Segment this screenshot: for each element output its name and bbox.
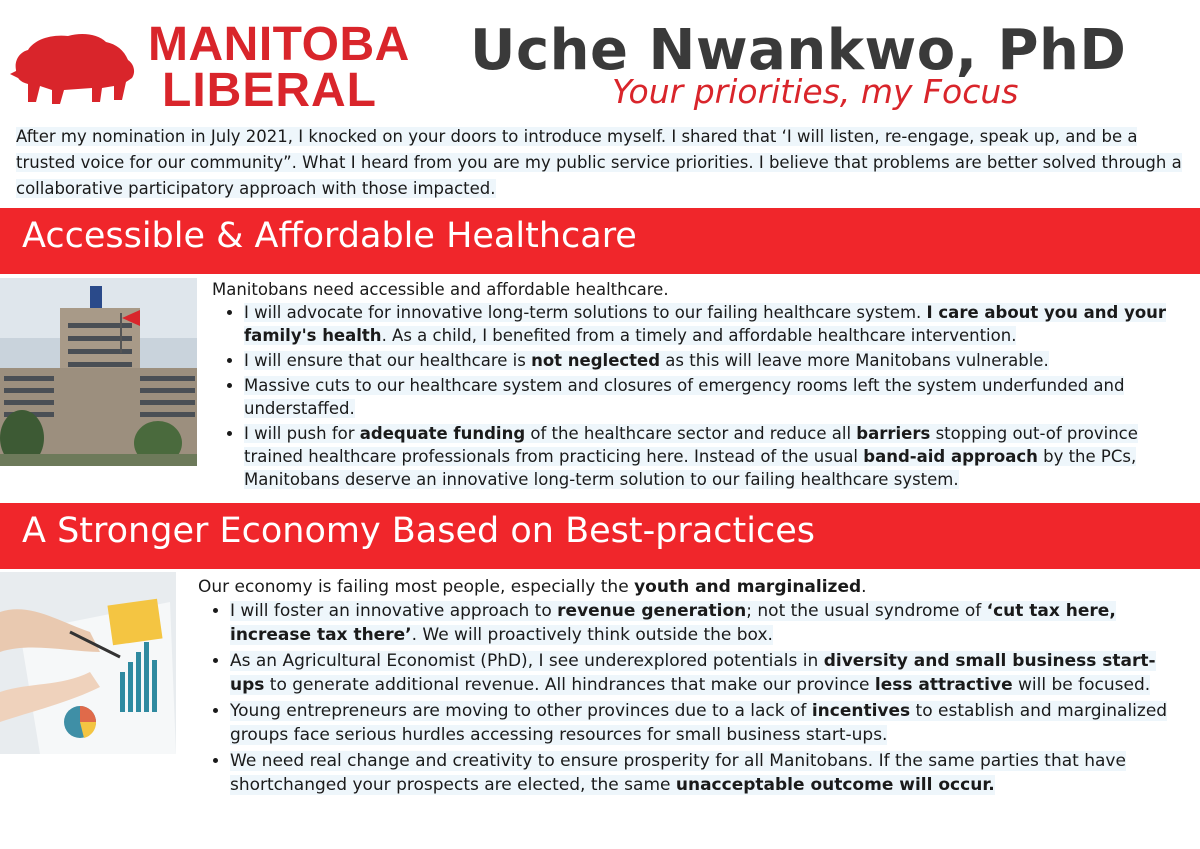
list-item (230, 699, 1188, 747)
list-item (230, 749, 1188, 797)
bullet-text: of the healthcare sector and reduce all (525, 424, 857, 443)
list-item (244, 301, 1182, 347)
bullet-text: Young entrepreneurs are moving to other provinces due to a lack of (230, 701, 812, 721)
section-title-healthcare: Accessible & Affordable Healthcare (22, 216, 637, 256)
bullet-text: as this will leave more Manitobans vulnerable. (660, 351, 1049, 370)
bullet-bold: revenue generation (557, 601, 747, 621)
bullet-text: I will foster an innovative approach to (230, 601, 558, 621)
lead-bold: youth and marginalized (634, 577, 862, 597)
economy-lead (198, 576, 1188, 599)
economy-content (198, 576, 1188, 799)
bullet-text: I will advocate for innovative long-term solutions to our failing healthcare system. (244, 303, 927, 322)
bullet-text: We need real change and creativity to ensure prosperity for all Manitobans. If the same parties that have shortchanged your prospects are elected, the same (230, 751, 1126, 795)
bullet-text: . We will proactively think outside the box. (411, 625, 773, 645)
logo-line-2: LIBERAL (162, 64, 377, 117)
bullet-text: I will push for (244, 424, 360, 443)
candidate-name: Uche Nwankwo, PhD (470, 18, 1127, 83)
bullet-text: . As a child, I benefited from a timely and affordable healthcare intervention. (381, 326, 1017, 345)
bullet-bold: not neglected (531, 351, 661, 370)
bullet-text: As an Agricultural Economist (PhD), I see underexplored potentials in (230, 651, 824, 671)
logo-line-1: MANITOBA (148, 18, 410, 71)
bullet-bold: unacceptable outcome will occur. (675, 775, 995, 795)
bullet-bold: barriers (856, 424, 931, 443)
lead-text: Our economy is failing most people, especially the (198, 577, 635, 597)
healthcare-bullets (212, 301, 1182, 491)
bullet-text: Massive cuts to our healthcare system and closures of emergency rooms left the system underfunded and understaffed. (244, 376, 1125, 418)
section-title-economy: A Stronger Economy Based on Best-practices (22, 511, 815, 551)
lead-text: . (861, 577, 867, 597)
bullet-bold: incentives (811, 701, 911, 721)
bullet-text: I will ensure that our healthcare is (244, 351, 532, 370)
list-item (230, 599, 1188, 647)
intro-text: After my nomination in July 2021, I knocked on your doors to introduce myself. I shared that ‘I will listen, re-engage, speak up, and be a trusted voice for our community”. What I heard from you are my public service priorities. I believe that problems are better solved through a collaborative participatory approach with those impacted. (16, 127, 1182, 198)
healthcare-content (212, 278, 1182, 493)
bullet-text: stopping out-of province trained healthcare professionals from practicing here. Instead of the usual (244, 424, 1138, 466)
list-item (244, 422, 1182, 491)
bullet-text: by the PCs, Manitobans deserve an innovative long-term solution to our failing healthcare system. (244, 447, 1137, 489)
bullet-bold: ‘cut tax here, increase tax there’ (230, 601, 1116, 645)
bullet-text: will be focused. (1012, 675, 1151, 695)
list-item (230, 649, 1188, 697)
bullet-bold: less attractive (874, 675, 1013, 695)
bullet-bold: band-aid approach (863, 447, 1038, 466)
bullet-bold: adequate funding (359, 424, 526, 443)
bullet-text: ; not the usual syndrome of (746, 601, 987, 621)
bison-icon (10, 30, 140, 110)
manitoba-liberal-logo (10, 18, 420, 117)
bullet-text: to generate additional revenue. All hindrances that make our province (264, 675, 875, 695)
section-banner-healthcare (0, 208, 1200, 274)
hospital-photo (0, 278, 197, 466)
tagline: Your priorities, my Focus (612, 72, 1019, 111)
bullet-text: to establish and marginalized groups face serious hurdles accessing resources for small business start-ups. (230, 701, 1168, 745)
bullet-bold: diversity and small business start-ups (230, 651, 1156, 695)
bullet-bold: I care about you and your family's health (244, 303, 1167, 345)
list-item (244, 349, 1182, 372)
intro-paragraph (16, 124, 1186, 202)
healthcare-lead: Manitobans need accessible and affordable healthcare. (212, 280, 669, 299)
charts-analysis-photo (0, 572, 176, 754)
section-banner-economy (0, 503, 1200, 569)
logo-wordmark (148, 18, 410, 117)
economy-bullets (198, 599, 1188, 797)
list-item (244, 374, 1182, 420)
